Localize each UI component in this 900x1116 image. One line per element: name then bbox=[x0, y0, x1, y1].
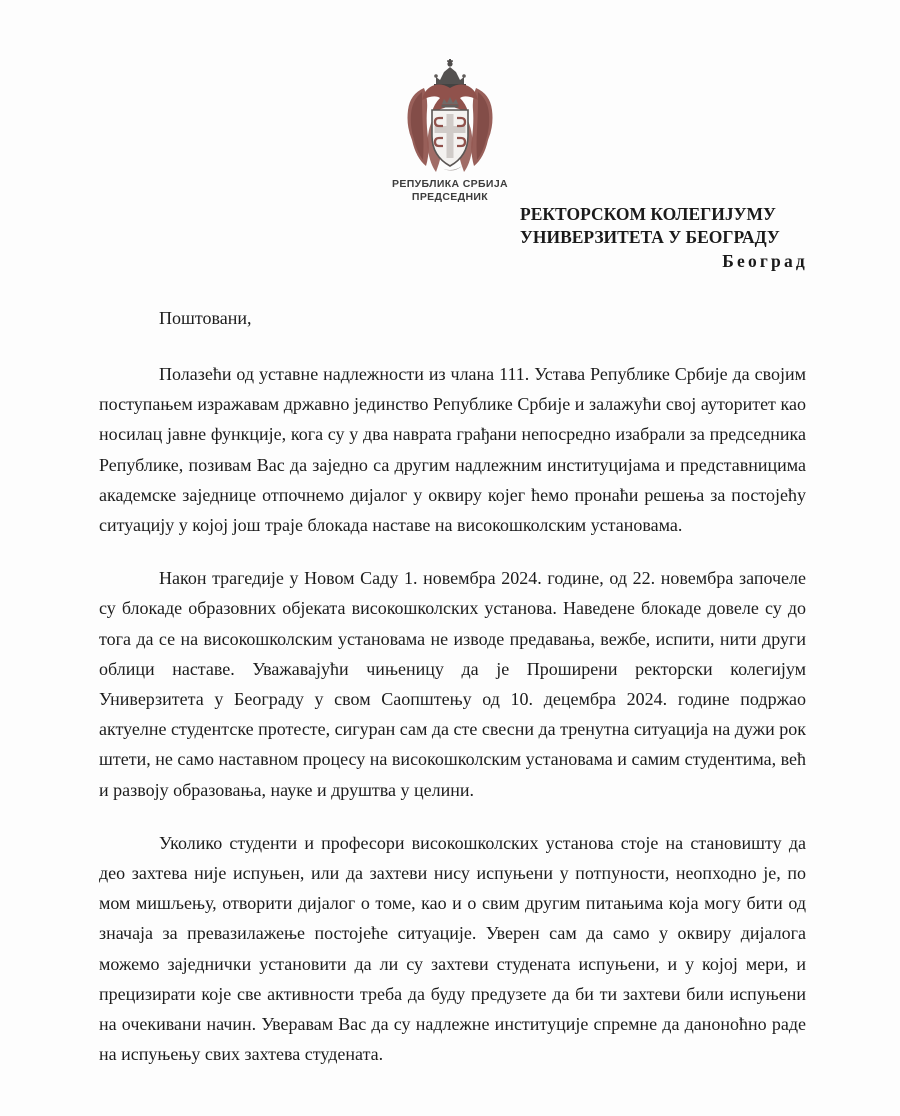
coat-of-arms-of-serbia-icon bbox=[394, 58, 506, 176]
letterhead bbox=[0, 58, 900, 208]
salutation: Поштовани, bbox=[159, 308, 252, 328]
letter-body bbox=[99, 306, 806, 1069]
letterhead-text bbox=[373, 178, 527, 203]
addressee-line-rectors-council: РЕКТОРСКОМ КОЛЕГИЈУМУ bbox=[520, 204, 776, 224]
letterhead-line-republic: РЕПУБЛИКА СРБИЈА bbox=[392, 178, 508, 190]
body-paragraph-3: Уколико студенти и професори високошколских установа стоје на становишту да део захтева није испуњен, или да захтеви нису испуњени у потпуности, неопходно је, по мом мишљењу, отворити дијалог о томе, као и о свим другим питањима која могу бити од значаја за превазилажење постојеће ситуације. Уверен сам да само у оквиру дијалога можемо заједнички установити да ли су захтеви студената испуњени, и у којој мери, и прецизирати које све активности треба да буду предузете да би ти захтеви били испуњени на очекивани начин. Уверавам Вас да су надлежне институције спремне да даноноћно раде на испуњењу свих захтева студената. bbox=[99, 832, 806, 1065]
addressee-block bbox=[520, 203, 850, 273]
addressee-city: Београд bbox=[722, 251, 808, 271]
letterhead-emblem-block bbox=[373, 58, 527, 203]
letterhead-line-president: ПРЕДСЕДНИК bbox=[411, 190, 489, 203]
body-paragraph-2: Након трагедије у Новом Саду 1. новембра 2024. године, од 22. новембра започеле су блокаде образовних објеката високошколских установа. Наведене блокаде довеле су до тога да се на високошколским установама не изводе предавања, вежбе, испити, нити други облици наставе. Уважавајући чињеницу да је Проширени ректорски колегијум Универзитета у Београду у свом Саопштењу од 10. децембра 2024. године подржао актуелне студентске протесте, сигуран сам да сте свесни да тренутна ситуација на дужи рок штети, не само наставном процесу на високошколским установама и самим студентима, већ и развоју образовања, науке и друштва у целини. bbox=[99, 568, 806, 800]
addressee-line-university: УНИВЕРЗИТЕТА У БЕОГРАДУ bbox=[520, 227, 780, 247]
body-paragraph-1: Полазећи од уставне надлежности из члана 111. Устава Републике Србије да својим поступањем изражавам државно јединство Републике Србије и залажући свој ауторитет као носилац јавне функције, кога су у два наврата грађани непосредно изабрали за председника Републике, позивам Вас да заједно са другим надлежним институцијама и представницима академске заједнице отпочнемо дијалог у оквиру којег ћемо пронаћи решења за постојећу ситуацију у којој још траје блокада наставе на високошколским установама. bbox=[99, 364, 806, 536]
